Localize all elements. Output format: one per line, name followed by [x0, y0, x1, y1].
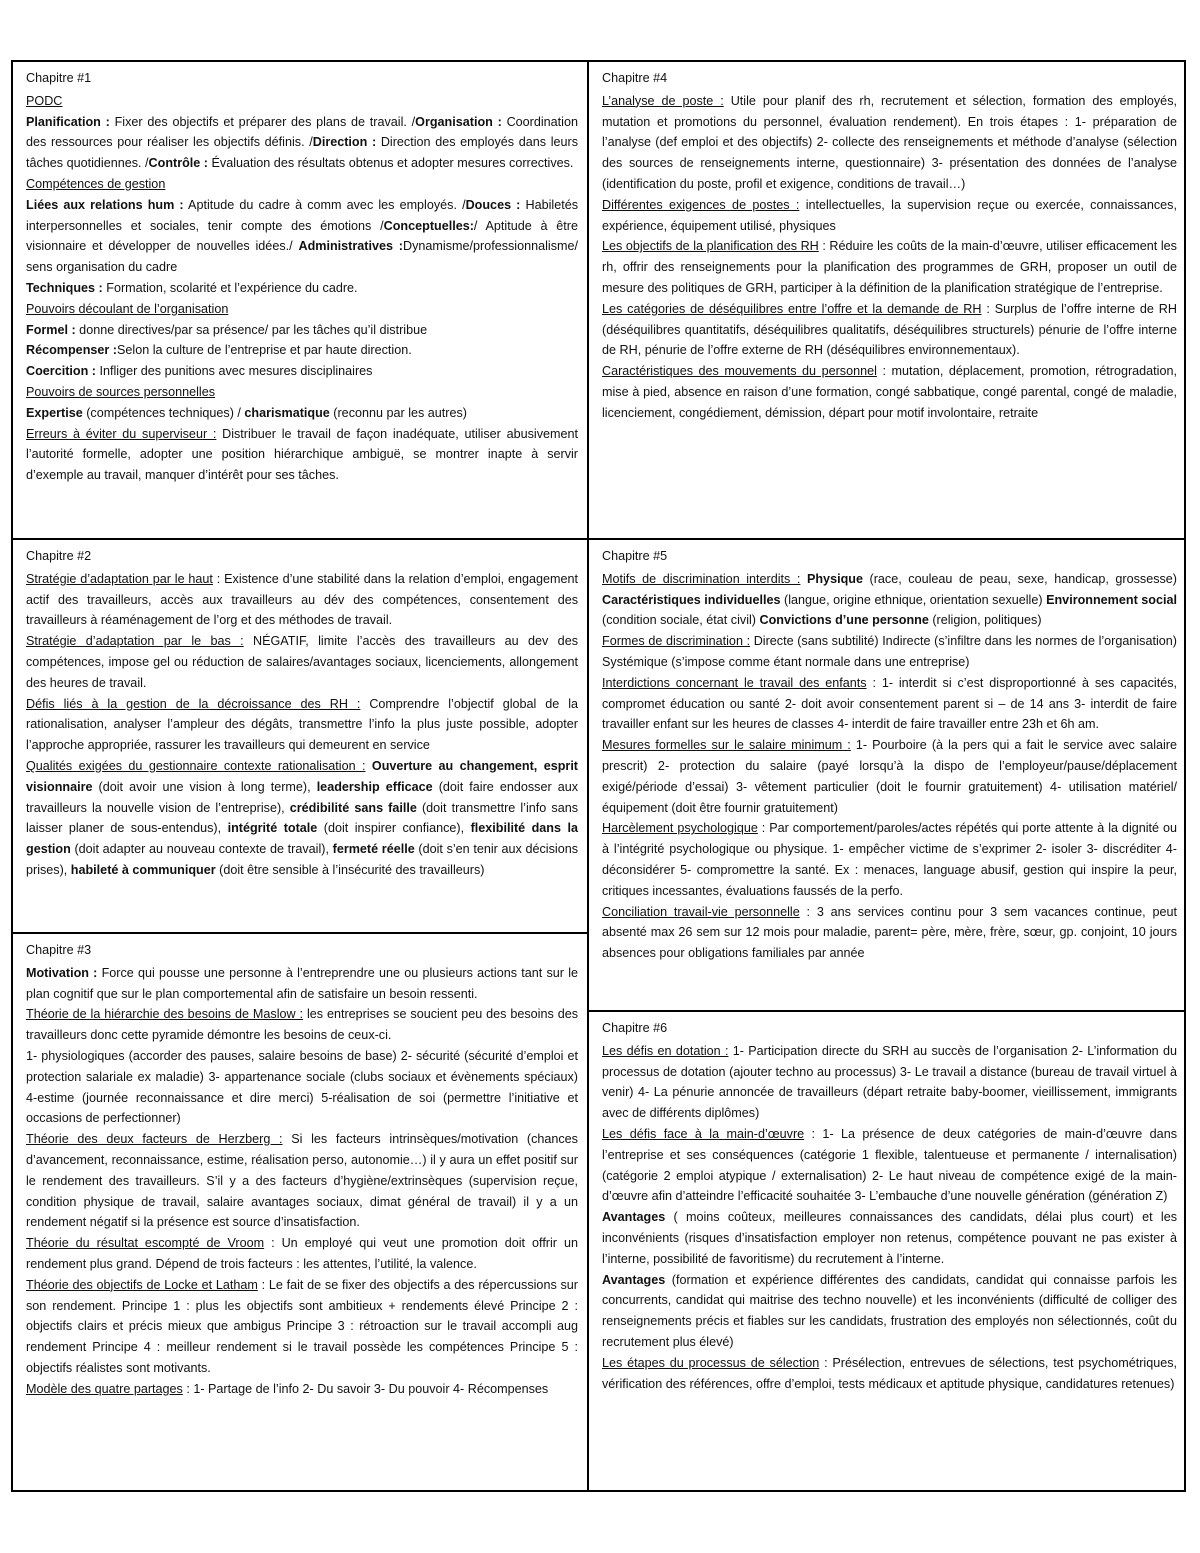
text-run: (langue, origine ethnique, orientation sexuelle)	[780, 592, 1047, 607]
chapter-cell-4	[589, 62, 1186, 538]
section-heading: Stratégie d’adaptation par le haut	[26, 571, 213, 586]
text-run: Utile pour planif des rh, recrutement et sélection, formation des employés, mutation et promotions du personnel, évaluation rendement). En trois étapes : 1- préparation de l’analyse (def emploi et des objectifs) 2- collecte des renseignements et méthode d’analyse (sélection des sources de renseignements interne, questionnaire) 3- présentation des données de l’analyse (identification du poste, profil et exigence, conditions de travail…)	[602, 93, 1177, 191]
paragraph	[602, 1207, 1177, 1269]
text-run: Évaluation des résultats obtenus et adopter mesures correctives.	[208, 156, 574, 171]
text-run: (condition sociale, état civil)	[602, 613, 760, 628]
text-run: : Réduire les coûts de la main-d’œuvre, utiliser efficacement les rh, offrir des renseignements pour la planification des programmes de GRH, proposer un outil de mesure des politiques de GRH, participer à la définition de la planification stratégique de l’entreprise.	[602, 239, 1177, 295]
section-heading: Les objectifs de la planification des RH	[602, 239, 819, 254]
bold-term: flexibilité dans la gestion	[26, 821, 578, 857]
text-run: (formation et expérience différentes des candidats, candidat qui connaisse parfois les concurrents, candidat qui maitrise des techno nouvelle) et les inconvénients (difficulté de colliger des renseignements précis et fiables sur les candidats, frustration des employés non sélectionnés, coût du recrutement plus élevé)	[602, 1272, 1177, 1349]
section-heading: Conciliation travail-vie personnelle	[602, 904, 800, 919]
bold-term: Ouverture au changement, esprit visionnaire	[26, 758, 579, 794]
text-run: 1- Participation directe du SRH au succès de l’organisation 2- L’information du processus de dotation (ajouter techno au processus) 3- Le travail a distance (bureau de travail virtuel à venir) 4- La pénurie annoncée de travailleurs (départ retraite baby-boomer, vieillissement, immigrants avec de différents diplômes)	[602, 1043, 1177, 1121]
text-run: : 3 ans services continu pour 3 sem vacances continue, peut absenté max 26 sem sur 12 mois pour maladie, parent= père, mère, frère, sœur, gp. conjoint, 10 jours absences pour obligations familiales par année	[602, 904, 1177, 961]
text-run: Infliger des punitions avec mesures disciplinaires	[95, 364, 373, 379]
chapter-title: Chapitre #1	[26, 71, 92, 85]
section-heading: Les catégories de déséquilibres entre l’offre et la demande de RH	[602, 301, 982, 316]
paragraph	[602, 673, 1177, 735]
bold-term: Planification :	[26, 114, 110, 129]
paragraph	[26, 1379, 578, 1400]
paragraph	[26, 631, 578, 693]
bold-term: Direction :	[312, 135, 377, 150]
bold-term: Expertise	[26, 405, 83, 420]
chapter-cell-2	[13, 540, 587, 932]
text-run: NÉGATIF, limite l’accès des travailleurs au dev des compétences, impose gel ou réduction de salaires/avantages sociaux, licenciements, allongement des heures de travail.	[26, 634, 578, 690]
paragraph	[602, 569, 1177, 631]
section-heading: Théorie du résultat escompté de Vroom	[26, 1236, 265, 1251]
section-heading: Modèle des quatre partages	[26, 1381, 183, 1396]
text-run: Force qui pousse une personne à l’entreprendre une ou plusieurs actions tant sur le plan cognitif que sur le plan comportemental afin de satisfaire un besoin ressenti.	[26, 965, 578, 1001]
paragraph	[26, 756, 578, 881]
text-run: : 1- Partage de l’info 2- Du savoir 3- Du pouvoir 4- Récompenses	[182, 1381, 549, 1396]
paragraph	[26, 174, 578, 195]
text-run: (doit avoir une vision à long terme),	[92, 779, 317, 794]
text-run: donne directives/par sa présence/ par les tâches qu’il distribue	[75, 322, 428, 337]
text-run: : Existence d’une stabilité dans la relation d’emploi, engagement actif des travailleurs, accès aux travailleurs au dév des compétences, consentement des travailleurs à réaménagement de l’org et des méthodes de travail.	[26, 571, 578, 628]
bold-term: Organisation :	[415, 114, 502, 129]
section-heading: Stratégie d’adaptation par le bas :	[26, 634, 244, 649]
text-run: (doit inspirer confiance),	[317, 821, 471, 836]
bold-term: Caractéristiques individuelles	[602, 592, 781, 607]
paragraph	[602, 1353, 1177, 1395]
text-run: Direction des employés dans leurs tâches quotidiennes. /	[26, 135, 578, 171]
section-heading: Erreurs à éviter du superviseur :	[26, 426, 217, 441]
text-run: Directe (sans subtilité) Indirecte (s’infiltre dans les normes de l’organisation) Systémique (s’impose comme étant normale dans une entreprise)	[602, 634, 1177, 669]
text-run: : 1- interdit si c’est disproportionné à ses capacités, compromet éducation ou santé 2- doit avoir consentement parent si – de 14 ans 3- interdit de faire travailler enfant sur les heures de classes 4- interdit de faire travailler entre 23h et 6h am.	[602, 675, 1177, 732]
paragraph	[26, 1004, 578, 1046]
chapter-title: Chapitre #5	[602, 549, 668, 563]
chapter-title: Chapitre #4	[602, 71, 668, 85]
paragraph	[602, 902, 1177, 964]
text-run: ( moins coûteux, meilleures connaissances des candidats, délai plus court) et les inconvénients (risques d’insatisfaction employer non retenus, compétence pouvant ne pas exister à l’interne, possibilité de favoritisme) du recrutement à l’interne.	[602, 1210, 1177, 1266]
text-run: 1- Pourboire (à la pers qui a fait le service avec salaire prescrit) 2- protection du salaire (payé lorsqu’à la dispo de l’employeur/pause/déplacement exigé/période d’essai) 3- vêtement particulier (doit le fournir gratuitement) 4- utilisation matériel/équipement (doit être fournir gratuitement)	[602, 738, 1177, 815]
paragraph	[602, 91, 1177, 195]
section-heading: Mesures formelles sur le salaire minimum :	[602, 738, 851, 753]
section-heading: PODC	[26, 93, 63, 108]
bold-term: Motivation :	[26, 965, 98, 980]
section-heading: Théorie des deux facteurs de Herzberg :	[26, 1132, 283, 1147]
text-run: Si les facteurs intrinsèques/motivation (chances d’avancement, reconnaissance, estime, réalisation perso, autonomie…) il y aura un effet positif sur le rendement des travailleurs. S’il y a des facteurs d’hygiène/extrinsèques (supervision reçue, condition physique de travail, salaire avantages sociaux, dimat général de travail) il y a un rendement négatif si la présence est source d’insatisfaction.	[26, 1132, 578, 1230]
bold-term: Coercition :	[26, 364, 96, 379]
section-heading: Pouvoirs découlant de l’organisation	[26, 301, 229, 316]
paragraph	[26, 569, 578, 631]
chapter-cell-3	[13, 934, 587, 1490]
text-run: Dynamisme/professionnalisme/ sens organisation du cadre	[26, 239, 578, 275]
bold-term: Douces :	[465, 197, 521, 212]
text-run: les entreprises se soucient peu des besoins des travailleurs donc cette pyramide démontre les besoins de ceux-ci.	[26, 1007, 578, 1043]
paragraph	[26, 340, 578, 361]
text-run: (doit adapter au nouveau contexte de travail),	[70, 842, 333, 857]
paragraph	[26, 91, 578, 112]
section-heading: L’analyse de poste :	[602, 93, 724, 108]
bold-term: Avantages	[602, 1272, 666, 1287]
section-heading: Défis liés à la gestion de la décroissance des RH :	[26, 696, 361, 711]
bold-term: leadership efficace	[316, 779, 433, 794]
chapter-cell-1	[13, 62, 587, 538]
paragraph	[26, 382, 578, 403]
chapter-cell-5	[589, 540, 1186, 1010]
bold-term: Formel :	[26, 322, 76, 337]
paragraph	[602, 1270, 1177, 1353]
paragraph	[602, 818, 1177, 901]
notes-sheet	[11, 60, 1186, 1492]
text-run: (doit transmettre l’info sans laisser planer de sous-entendus),	[26, 800, 578, 836]
chapter-title: Chapitre #6	[602, 1021, 668, 1035]
text-run: (compétences techniques) /	[82, 405, 245, 420]
paragraph	[26, 1233, 578, 1275]
bold-term: Contrôle :	[148, 156, 208, 171]
bold-term: Physique	[806, 571, 863, 586]
text-run: : Surplus de l’offre interne de RH (déséquilibres quantitatifs, déséquilibres qualitatifs, déséquilibres structurels) pénurie de l’offre interne de RH, pénurie de l’offre externe de RH (déséquilibres environnementaux).	[602, 301, 1177, 358]
paragraph	[26, 361, 578, 382]
paragraph	[26, 1275, 578, 1379]
section-heading: Interdictions concernant le travail des enfants	[602, 675, 867, 690]
bold-term: Techniques :	[26, 280, 103, 295]
section-heading: Les défis en dotation :	[602, 1043, 729, 1058]
text-run: Distribuer le travail de façon inadéquate, utiliser abusivement l’autorité formelle, adopter une position hiérarchique ambiguë, se montrer inapte à servir d’exemple au travail, manquer d’intérêt pour ses tâches.	[26, 426, 578, 483]
paragraph	[602, 735, 1177, 818]
bold-term: Convictions d’une personne	[759, 613, 929, 628]
paragraph	[602, 361, 1177, 423]
text-run: Selon la culture de l’entreprise et par haute direction.	[117, 343, 412, 358]
text-run: Aptitude du cadre à comm avec les employés. /	[183, 197, 466, 212]
paragraph	[602, 1041, 1177, 1124]
bold-term: Avantages	[602, 1210, 666, 1225]
text-run: / Aptitude à être visionnaire et développer de nouvelles idées./	[26, 218, 579, 254]
bold-term: Environnement social	[1046, 592, 1178, 607]
bold-term: Liées aux relations hum :	[26, 197, 184, 212]
text-run: Comprendre l’objectif global de la rationalisation, analyser l’ampleur des dégâts, transmettre l’info la plus juste possible, adopter l’approche appropriée, rassurer les travailleurs qui demeurent en service	[26, 696, 578, 753]
bold-term: fermeté réelle	[332, 842, 415, 857]
paragraph	[26, 278, 578, 299]
section-heading: Théorie des objectifs de Locke et Latham	[26, 1277, 258, 1292]
text-run: : mutation, déplacement, promotion, rétrogradation, mise à pied, absence en raison d’une formation, congé sabbatique, congé parental, congé de maladie, licenciement, congédiement, démission, départ pour motif involontaire, retraite	[602, 364, 1177, 420]
text-run: 1- physiologiques (accorder des pauses, salaire besoins de base) 2- sécurité (sécurité d’emploi et protection salariale ex maladie) 3- appartenance sociale (clubs sociaux et évènements spéciaux) 4-estime (journée reconnaissance et dire merci) 5-réalisation de soi (permettre l’initiative et occasions de perfectionner)	[26, 1048, 578, 1126]
paragraph	[602, 299, 1177, 361]
paragraph	[602, 195, 1177, 237]
section-heading: Les défis face à la main-d’œuvre	[602, 1126, 805, 1141]
text-run: (doit s’en tenir aux décisions prises),	[26, 842, 578, 877]
section-heading: Théorie de la hiérarchie des besoins de Maslow :	[26, 1007, 304, 1022]
section-heading: Pouvoirs de sources personnelles	[26, 384, 216, 399]
paragraph	[602, 1124, 1177, 1207]
chapter-cell-6	[589, 1012, 1186, 1490]
bold-term: habileté à communiquer	[70, 862, 216, 877]
paragraph	[26, 403, 578, 424]
bold-term: Administratives :	[298, 239, 404, 254]
paragraph	[26, 1129, 578, 1233]
text-run: Fixer des objectifs et préparer des plans de travail. /	[109, 114, 416, 129]
text-run: Habiletés interpersonnelles et sociales, tenir compte des émotions /	[26, 197, 579, 233]
paragraph	[26, 320, 578, 341]
paragraph	[26, 1046, 578, 1129]
paragraph	[26, 694, 578, 756]
text-run: (reconnu par les autres)	[329, 405, 467, 420]
section-heading: Différentes exigences de postes :	[602, 197, 800, 212]
text-run: Formation, scolarité et l’expérience du cadre.	[102, 280, 358, 295]
text-run: : Un employé qui veut une promotion doit offrir un rendement plus grand. Dépend de trois facteurs : les attentes, l’utilité, la valence.	[26, 1236, 578, 1271]
chapter-title: Chapitre #2	[26, 549, 92, 563]
bold-term: intégrité totale	[227, 821, 318, 836]
paragraph	[26, 195, 578, 278]
paragraph	[602, 631, 1177, 673]
section-heading: Qualités exigées du gestionnaire contexte rationalisation :	[26, 758, 366, 773]
bold-term: Conceptuelles:	[383, 218, 474, 233]
text-run: (doit faire endosser aux travailleurs la nouvelle vision de l’entreprise),	[26, 779, 579, 815]
paragraph	[26, 424, 578, 486]
text-run: intellectuelles, la supervision reçue ou exercée, connaissances, expérience, équipement utilisé, physiques	[602, 197, 1177, 233]
paragraph	[26, 112, 578, 174]
text-run: Coordination des ressources pour réaliser les objectifs définis. /	[26, 114, 578, 150]
paragraph	[602, 236, 1177, 298]
text-run: (religion, politiques)	[928, 613, 1042, 628]
text-run: (race, couleau de peau, sexe, handicap, grossesse)	[862, 571, 1177, 586]
section-heading: Caractéristiques des mouvements du personnel	[602, 364, 877, 379]
bold-term: charismatique	[244, 405, 330, 420]
text-run: : 1- La présence de deux catégories de main-d’œuvre dans l’entreprise et ses conséquences (catégorie 1 flexible, talentueuse et permanente / internalisation) (catégorie 2 emploi atypique / externalisation) 2- Le haut niveau de compétence exigé de la main-d’œuvre afin d’atteindre l’efficacité souhaitée 3- L’embauche d’une nouvelle génération (génération Z)	[602, 1126, 1177, 1204]
paragraph	[26, 963, 578, 1005]
text-run: (doit être sensible à l’insécurité des travailleurs)	[215, 862, 485, 877]
bold-term: crédibilité sans faille	[289, 800, 417, 815]
section-heading: Formes de discrimination :	[602, 634, 751, 649]
text-run: : Par comportement/paroles/actes répétés qui porte attente à la dignité ou à l’intégrité psychologique ou physique. 1- empêcher victime de s’exprimer 2- isoler 3- discréditer 4- déconsidérer 5- compromettre la santé. Ex : menaces, language abusif, gestion qui inspire la peur, critiques incessantes, évaluations faussés de la perfo.	[602, 821, 1177, 898]
paragraph	[26, 299, 578, 320]
text-run: : Le fait de se fixer des objectifs a des répercussions sur son rendement. Principe 1 : plus les objectifs sont ambitieux + rendements élevé Principe 2 : objectifs clairs et précis mieux que ambigus Principe 3 : rétroaction sur le travail accompli aug rendement Principe 4 : meilleur rendement si le travail possède les compétences Principe 5 : objectifs réalistes sont motivants.	[26, 1277, 578, 1375]
section-heading: Motifs de discrimination interdits :	[602, 571, 801, 586]
section-heading: Les étapes du processus de sélection	[602, 1355, 820, 1370]
section-heading: Compétences de gestion	[26, 176, 166, 191]
chapter-title: Chapitre #3	[26, 943, 92, 957]
section-heading: Harcèlement psychologique	[602, 821, 758, 836]
text-run: : Présélection, entrevues de sélections, test psychométriques, vérification des références, offre d’emploi, tests médicaux et aptitude physique, candidatures retenues)	[602, 1355, 1178, 1391]
bold-term: Récompenser :	[26, 343, 117, 358]
